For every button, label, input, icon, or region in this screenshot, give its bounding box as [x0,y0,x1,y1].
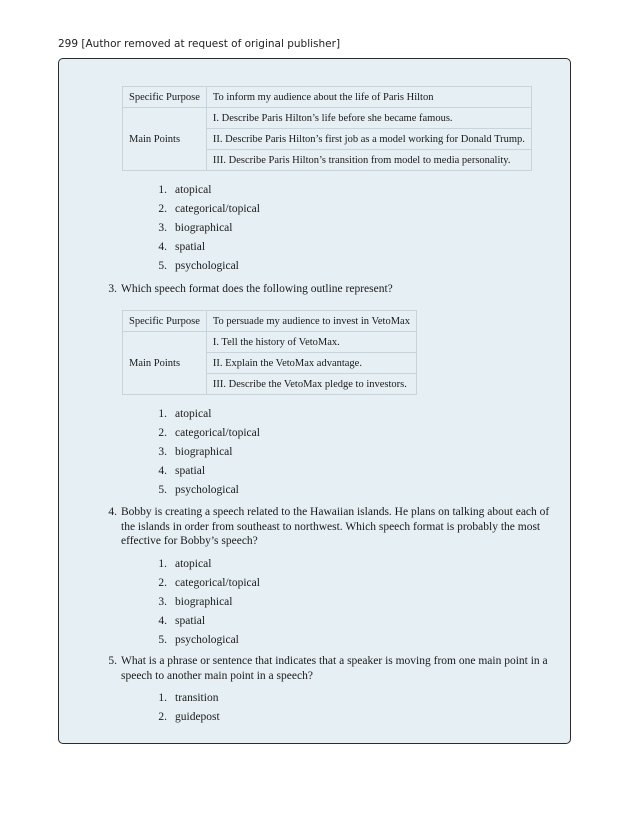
main-point-cell: I. Describe Paris Hilton’s life before she became famous. [206,108,531,129]
exercise-box [58,58,571,744]
option-text: spatial [175,241,206,253]
option-text: categorical/topical [175,577,260,589]
question-text: Which speech format does the following outline represent? [121,283,393,295]
table-row [123,311,417,332]
option-number: 4. [158,465,167,477]
option-text: spatial [175,465,206,477]
option-text: atopical [175,184,212,196]
question-number: 3. [108,283,117,295]
option-number: 3. [158,596,167,608]
option-text: categorical/topical [175,427,260,439]
main-point-cell: III. Describe the VetoMax pledge to investors. [206,374,416,395]
option-number: 3. [158,446,167,458]
purpose-label-cell: Specific Purpose [123,87,207,108]
option-number: 2. [158,203,167,215]
option-number: 1. [158,558,167,570]
option-text: transition [175,692,219,704]
option-text: psychological [175,634,239,646]
table-row [123,108,532,129]
main-point-cell: I. Tell the history of VetoMax. [206,332,416,353]
table-row [123,332,417,353]
option-number: 2. [158,577,167,589]
question-text: Bobby is creating a speech related to the Hawaiian islands. He plans on talking about each of the islands in order from southeast to northwest. Which speech format is probably the most effective for Bobby’s speech? [121,506,550,547]
option-text: guidepost [175,711,220,723]
main-points-label-cell: Main Points [123,332,207,395]
option-text: categorical/topical [175,203,260,215]
outline-table-1 [122,86,532,171]
main-point-cell: II. Describe Paris Hilton’s first job as a model working for Donald Trump. [206,129,531,150]
main-point-cell: III. Describe Paris Hilton’s transition from model to media personality. [206,150,531,171]
option-text: biographical [175,596,233,608]
option-number: 5. [158,260,167,272]
option-number: 1. [158,692,167,704]
option-text: biographical [175,446,233,458]
option-text: spatial [175,615,206,627]
option-number: 5. [158,484,167,496]
table-row [123,87,532,108]
option-number: 5. [158,634,167,646]
running-head: 299 [Author removed at request of original publisher] [58,38,341,50]
main-points-label-cell: Main Points [123,108,207,171]
option-number: 4. [158,615,167,627]
option-number: 3. [158,222,167,234]
option-number: 2. [158,427,167,439]
option-number: 2. [158,711,167,723]
outline-table-2 [122,310,417,395]
option-text: atopical [175,408,212,420]
option-number: 1. [158,184,167,196]
question-text: What is a phrase or sentence that indicates that a speaker is moving from one main point in a speech to another main point in a speech? [121,655,548,682]
option-text: psychological [175,260,239,272]
option-text: biographical [175,222,233,234]
option-number: 4. [158,241,167,253]
purpose-label-cell: Specific Purpose [123,311,207,332]
purpose-cell: To inform my audience about the life of Paris Hilton [206,87,531,108]
option-text: psychological [175,484,239,496]
option-number: 1. [158,408,167,420]
main-point-cell: II. Explain the VetoMax advantage. [206,353,416,374]
option-text: atopical [175,558,212,570]
purpose-cell: To persuade my audience to invest in VetoMax [206,311,416,332]
question-number: 4. [108,506,117,518]
question-number: 5. [108,655,117,667]
